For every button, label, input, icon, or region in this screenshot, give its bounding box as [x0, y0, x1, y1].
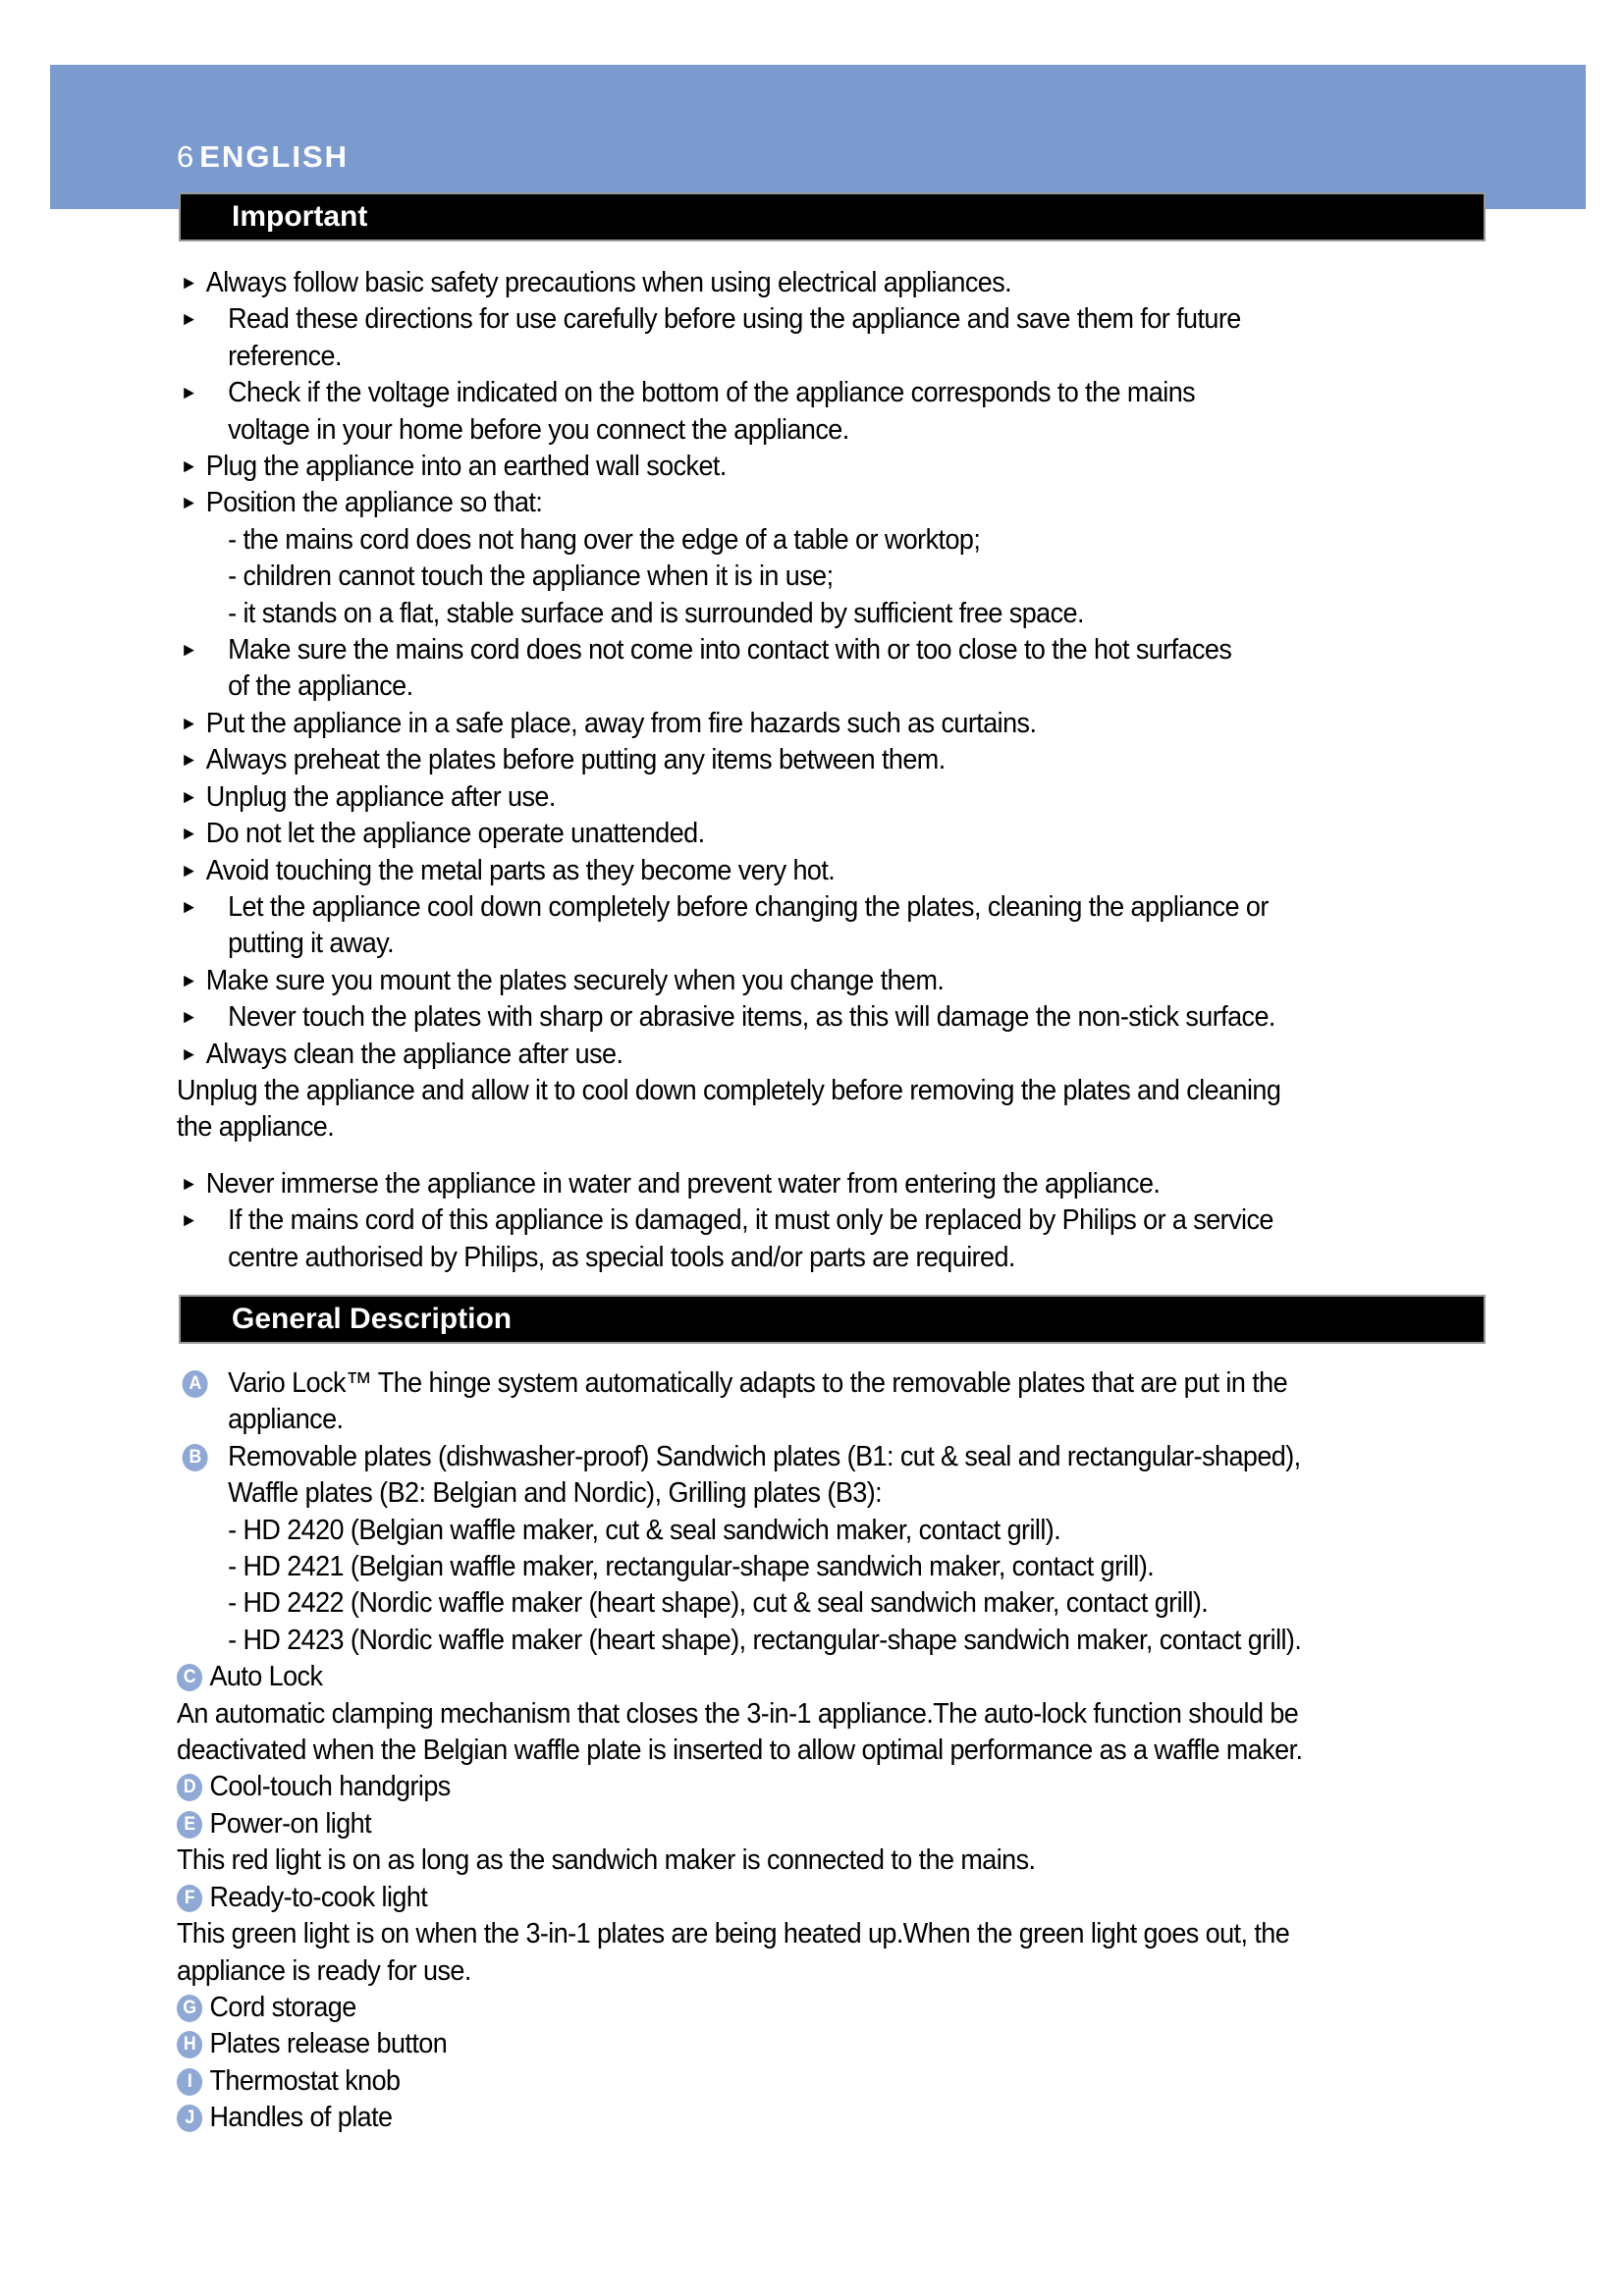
list-item: ► Unplug the appliance after use. — [177, 779, 1491, 816]
page-header — [177, 139, 349, 175]
paragraph-line: deactivated when the Belgian waffle plate is inserted to allow optimal performance as a waffle maker. — [177, 1735, 1303, 1767]
list-item: ► Avoid touching the metal parts as they become very hot. — [177, 853, 1491, 889]
bullet-icon: ► — [180, 860, 197, 881]
general-description-list — [177, 1365, 1491, 2137]
bullet-icon: ► — [180, 309, 197, 331]
list-item: ► Make sure the mains cord does not come into contact with or too close to the hot surfaces — [177, 632, 1491, 668]
list-item-continuation: reference. — [228, 340, 342, 372]
letter-j-icon: J — [177, 2105, 202, 2132]
list-item: ► Always clean the appliance after use. — [177, 1037, 1491, 1073]
important-list — [177, 265, 1491, 1147]
list-item: ► Always follow basic safety precautions when using electrical appliances. — [177, 265, 1491, 301]
list-item: ► Always preheat the plates before putting any items between them. — [177, 742, 1491, 778]
bullet-icon: ► — [180, 824, 197, 845]
bullet-icon: ► — [180, 786, 197, 808]
paragraph-line: appliance is ready for use. — [177, 1954, 471, 1987]
list-item: ► Check if the voltage indicated on the bottom of the appliance corresponds to the mains — [177, 375, 1491, 411]
description-item-b: B Removable plates (dishwasher-proof) Sandwich plates (B1: cut & seal and rectangular-shaped), — [177, 1439, 1491, 1475]
letter-e-icon: E — [177, 1811, 202, 1839]
bullet-icon: ► — [180, 273, 197, 294]
bullet-icon: ► — [180, 493, 197, 514]
bullet-icon: ► — [180, 896, 197, 918]
header-band — [50, 65, 1586, 209]
letter-i-icon: I — [177, 2068, 202, 2096]
description-continuation: appliance. — [228, 1404, 344, 1436]
list-item: ► Let the appliance cool down completely before changing the plates, cleaning the appliance or — [177, 889, 1491, 926]
description-item-a: A Vario Lock™ The hinge system automatically adapts to the removable plates that are put in the — [177, 1365, 1491, 1402]
model-line: - HD 2421 (Belgian waffle maker, rectangular-shape sandwich maker, contact grill). — [228, 1551, 1155, 1583]
language-label: ENGLISH — [199, 139, 350, 174]
list-item: ► Do not let the appliance operate unattended. — [177, 816, 1491, 852]
section-heading-important: Important — [181, 194, 1484, 240]
description-item-j: J Handles of plate — [177, 2100, 1491, 2136]
bullet-icon: ► — [180, 640, 197, 662]
list-item: ► If the mains cord of this appliance is damaged, it must only be replaced by Philips or a service — [177, 1202, 1491, 1239]
description-item-g: G Cord storage — [177, 1990, 1491, 2026]
letter-a-icon: A — [183, 1370, 208, 1398]
sub-list-item: - the mains cord does not hang over the edge of a table or worktop; — [228, 523, 981, 556]
bullet-icon: ► — [180, 1043, 197, 1065]
section-heading-general-description: General Description — [181, 1297, 1484, 1342]
list-item: ► Read these directions for use carefully before using the appliance and save them for future — [177, 301, 1491, 338]
page-number: 6 — [177, 139, 194, 174]
description-item-i: I Thermostat knob — [177, 2063, 1491, 2100]
model-line: - HD 2423 (Nordic waffle maker (heart shape), rectangular-shape sandwich maker, contact grill). — [228, 1624, 1302, 1656]
letter-g-icon: G — [177, 1995, 202, 2022]
letter-h-icon: H — [177, 2031, 202, 2058]
list-item: ► Plug the appliance into an earthed wall socket. — [177, 449, 1491, 485]
sub-list-item: - children cannot touch the appliance when it is in use; — [228, 561, 834, 593]
description-item-d: D Cool-touch handgrips — [177, 1769, 1491, 1805]
bullet-icon: ► — [180, 750, 197, 772]
letter-f-icon: F — [177, 1885, 202, 1912]
paragraph-line: This red light is on as long as the sandwich maker is connected to the mains. — [177, 1844, 1036, 1877]
letter-c-icon: C — [177, 1664, 202, 1691]
list-item-continuation: centre authorised by Philips, as special tools and/or parts are required. — [228, 1241, 1015, 1273]
description-continuation: Waffle plates (B2: Belgian and Nordic), Grilling plates (B3): — [228, 1477, 883, 1510]
sub-list-item: - it stands on a flat, stable surface and is surrounded by sufficient free space. — [228, 597, 1084, 629]
bullet-icon: ► — [180, 713, 197, 734]
bullet-icon: ► — [180, 1174, 197, 1195]
paragraph-line: Unplug the appliance and allow it to cool down completely before removing the plates and cleaning — [177, 1074, 1281, 1106]
important-list-continued — [177, 1166, 1491, 1276]
list-item-continuation: of the appliance. — [228, 670, 413, 703]
list-item-continuation: putting it away. — [228, 928, 395, 960]
bullet-icon: ► — [180, 1007, 197, 1029]
paragraph-line: An automatic clamping mechanism that closes the 3-in-1 appliance.The auto-lock function should be — [177, 1697, 1299, 1730]
bullet-icon: ► — [180, 1210, 197, 1232]
model-line: - HD 2420 (Belgian waffle maker, cut & seal sandwich maker, contact grill). — [228, 1514, 1061, 1546]
paragraph-line: This green light is on when the 3-in-1 plates are being heated up.When the green light goes out, the — [177, 1918, 1290, 1950]
bullet-icon: ► — [180, 970, 197, 991]
bullet-icon: ► — [180, 456, 197, 478]
list-item-continuation: voltage in your home before you connect the appliance. — [228, 413, 849, 446]
list-item: ► Never immerse the appliance in water and prevent water from entering the appliance. — [177, 1166, 1491, 1202]
list-item: ► Put the appliance in a safe place, away from fire hazards such as curtains. — [177, 706, 1491, 742]
letter-d-icon: D — [177, 1774, 202, 1801]
description-item-e: E Power-on light — [177, 1806, 1491, 1842]
letter-b-icon: B — [183, 1444, 208, 1471]
description-item-h: H Plates release button — [177, 2026, 1491, 2062]
description-item-c: C Auto Lock — [177, 1659, 1491, 1695]
list-item: ► Make sure you mount the plates securely when you change them. — [177, 963, 1491, 999]
model-line: - HD 2422 (Nordic waffle maker (heart shape), cut & seal sandwich maker, contact grill). — [228, 1587, 1209, 1620]
list-item: ► Never touch the plates with sharp or abrasive items, as this will damage the non-stick surface. — [177, 999, 1491, 1036]
bullet-icon: ► — [180, 383, 197, 404]
paragraph-line: the appliance. — [177, 1111, 335, 1144]
description-item-f: F Ready-to-cook light — [177, 1880, 1491, 1916]
list-item: ► Position the appliance so that: — [177, 485, 1491, 521]
